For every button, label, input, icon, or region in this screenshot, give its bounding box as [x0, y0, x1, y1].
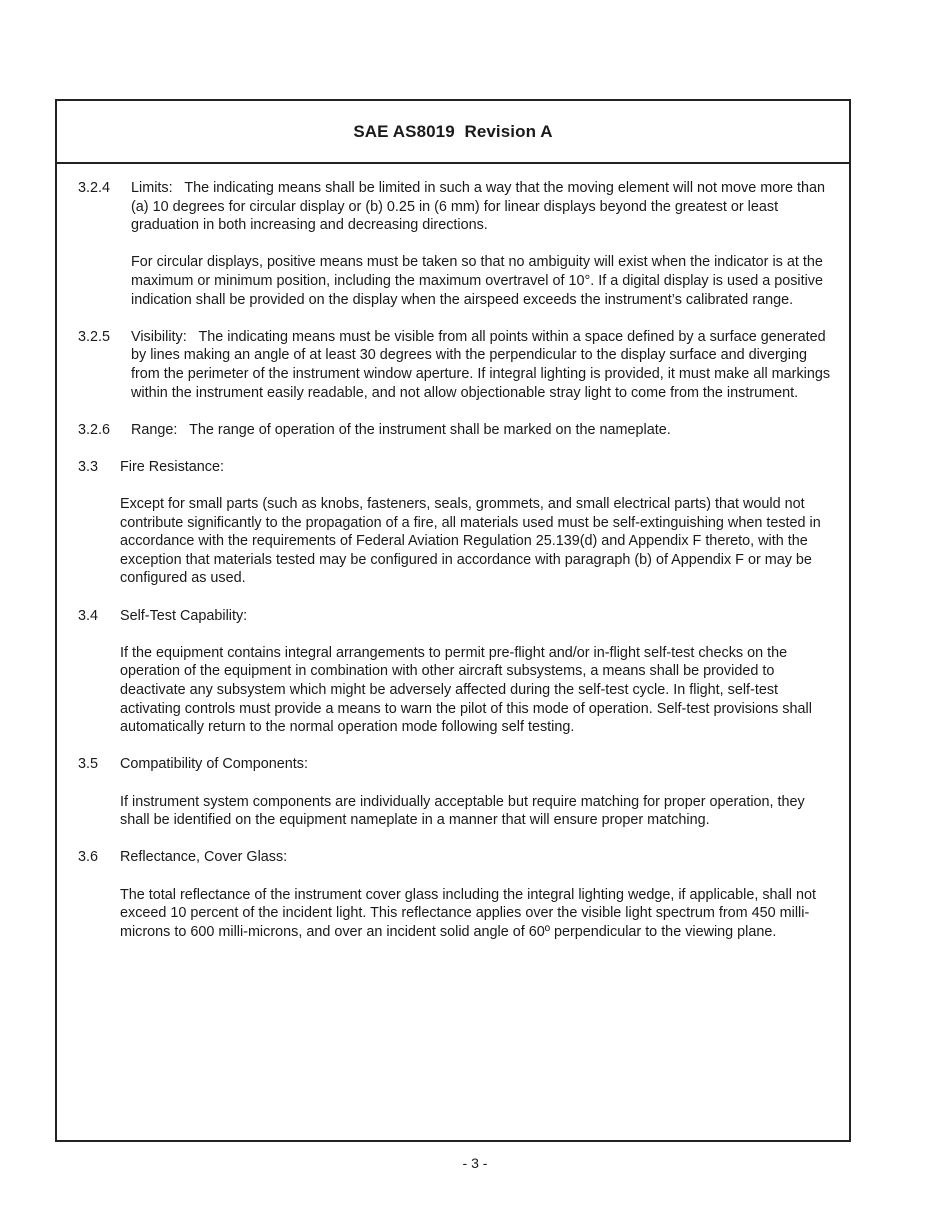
section-3-3-heading	[78, 458, 831, 477]
section-paragraph	[131, 328, 831, 402]
section-number: 3.2.6	[78, 421, 111, 438]
section-text: The indicating means must be visible from all points within a space defined by a surface generated by lines making an angle of at least 30 degrees with the perpendicular to the display surface and diverging from the perimeter of the instrument window aperture. If integral lighting is provided, it must make all markings within the instrument easily readable, and not allow objectionable stray light to come from the instrument.	[131, 328, 831, 401]
section-heading: Fire Resistance:	[120, 458, 224, 475]
section-number: 3.2.4	[78, 180, 111, 196]
section-3-4-heading	[78, 607, 831, 626]
section-paragraph: If instrument system components are individually acceptable but require matching for proper operation, they shall be identified on the equipment nameplate in a manner that will ensure proper matching.	[120, 793, 805, 829]
section-paragraph: For circular displays, positive means must be taken so that no ambiguity will exist when the indicator is at the maximum or minimum position, including the maximum overtravel of 10°. If a digital display is used a positive indication shall be provided on the display when the airspeed exceeds the instrument’s calibrated range.	[131, 254, 823, 308]
section-3-2-4	[78, 179, 831, 235]
section-number: 3.2.5	[78, 328, 111, 345]
page-number: - 3 -	[462, 1155, 488, 1171]
section-paragraph: If the equipment contains integral arrangements to permit pre-flight and/or in-flight self-test checks on the operation of the equipment in combination with other aircraft subsystems, a means shall be provided to deactivate any subsystem which might be adversely affected during the self-test cycle. In flight, self-test activating controls must provide a means to warn the pilot of this mode of operation. Self-test provisions shall automatically return to the normal operation mode following self testing.	[120, 644, 812, 736]
section-paragraph: Except for small parts (such as knobs, fasteners, seals, grommets, and small electrical parts) that would not contribute significantly to the propagation of a fire, all materials used must be self-extinguishing when tested in accordance with the requirements of Federal Aviation Regulation 25.139(d) and Appendix F thereto, with the exception that materials tested may be configured in accordance with paragraph (b) of Appendix F or may be configured as used.	[120, 496, 821, 587]
section-number: 3.5	[78, 756, 99, 773]
section-number: 3.4	[78, 607, 99, 624]
section-paragraph	[131, 421, 831, 440]
section-number: 3.6	[78, 849, 99, 866]
section-heading: Self-Test Capability:	[120, 607, 248, 624]
document-body	[78, 179, 831, 941]
document-title: SAE AS8019 Revision A	[353, 121, 553, 141]
section-3-5-heading	[78, 755, 831, 774]
section-3-2-5	[78, 328, 831, 402]
page-frame	[55, 99, 851, 1142]
section-text: The indicating means shall be limited in such a way that the moving element will not move more than (a) 10 degrees for circular display or (b) 0.25 in (6 mm) for linear displays beyond the greatest or least graduation in both increasing and decreasing directions.	[131, 180, 826, 234]
section-3-2-6	[78, 421, 831, 440]
section-paragraph: The total reflectance of the instrument cover glass including the integral lighting wedge, if applicable, shall not exceed 10 percent of the incident light. This reflectance applies over the visible light spectrum from 450 milli-microns to 600 milli-microns, and over an incident solid angle of 60º perpendicular to the viewing plane.	[120, 886, 816, 940]
section-heading: Reflectance, Cover Glass:	[120, 849, 288, 866]
section-3-6-heading	[78, 848, 831, 867]
section-label: Limits:	[131, 180, 185, 196]
section-number: 3.3	[78, 458, 99, 475]
document-header	[57, 101, 849, 164]
section-paragraph	[131, 179, 831, 235]
section-label: Range:	[131, 421, 190, 438]
section-heading: Compatibility of Components:	[120, 756, 308, 773]
section-text: The range of operation of the instrument shall be marked on the nameplate.	[189, 421, 671, 438]
section-label: Visibility:	[131, 328, 199, 345]
